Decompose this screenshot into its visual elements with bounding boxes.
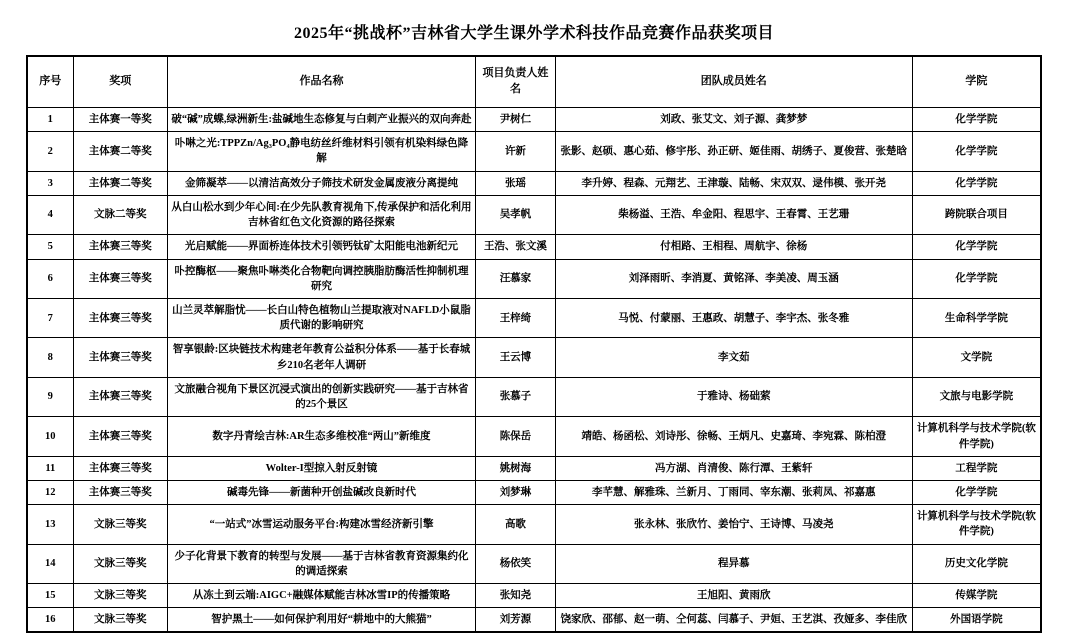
table-row bbox=[27, 417, 1041, 456]
table-row bbox=[27, 584, 1041, 608]
award-cell: 文脉二等奖 bbox=[73, 195, 167, 234]
row-index-cell: 14 bbox=[27, 544, 73, 583]
row-index-cell: 16 bbox=[27, 608, 73, 633]
row-index-cell: 13 bbox=[27, 505, 73, 544]
members-cell: 柴杨溢、王浩、牟金阳、程思宇、王春霄、王艺珊 bbox=[555, 195, 912, 234]
row-index-cell: 15 bbox=[27, 584, 73, 608]
college-cell: 化学学院 bbox=[912, 132, 1041, 171]
members-cell: 王旭阳、黄雨欣 bbox=[555, 584, 912, 608]
column-header-award: 奖项 bbox=[73, 56, 167, 108]
members-cell: 刘泽雨昕、李消夏、黄铭泽、李美凌、周玉涵 bbox=[555, 259, 912, 298]
column-header-project: 作品名称 bbox=[167, 56, 475, 108]
leader-cell: 王浩、张文溪 bbox=[476, 235, 556, 259]
award-cell: 主体赛三等奖 bbox=[73, 259, 167, 298]
project-title-cell: 金筛凝萃——以清洁高效分子筛技术研发金属废液分离提纯 bbox=[167, 171, 475, 195]
leader-cell: 王云博 bbox=[476, 338, 556, 377]
college-cell: 跨院联合项目 bbox=[912, 195, 1041, 234]
table-row bbox=[27, 608, 1041, 633]
project-title-cell: Wolter-I型掠入射反射镜 bbox=[167, 456, 475, 480]
award-cell: 主体赛三等奖 bbox=[73, 235, 167, 259]
award-cell: 主体赛三等奖 bbox=[73, 417, 167, 456]
members-cell: 饶家欣、邵郁、赵一萌、仝何蕊、闫慕子、尹姮、王艺淇、孜娅多、李佳欣 bbox=[555, 608, 912, 633]
leader-cell: 汪慕家 bbox=[476, 259, 556, 298]
leader-cell: 高歌 bbox=[476, 505, 556, 544]
members-cell: 马悦、付蒙丽、王惠政、胡慧子、李宇杰、张冬雅 bbox=[555, 298, 912, 337]
college-cell: 传媒学院 bbox=[912, 584, 1041, 608]
project-title-cell: 少子化背景下教育的转型与发展——基于吉林省教育资源集约化的调适探索 bbox=[167, 544, 475, 583]
row-index-cell: 10 bbox=[27, 417, 73, 456]
award-cell: 文脉三等奖 bbox=[73, 505, 167, 544]
table-row bbox=[27, 108, 1041, 132]
row-index-cell: 7 bbox=[27, 298, 73, 337]
members-cell: 张永林、张欣竹、姜怡宁、王诗博、马凌尧 bbox=[555, 505, 912, 544]
project-title-cell: 破“碱”成蝶,绿洲新生:盐碱地生态修复与白刺产业振兴的双向奔赴 bbox=[167, 108, 475, 132]
table-row bbox=[27, 171, 1041, 195]
college-cell: 化学学院 bbox=[912, 171, 1041, 195]
award-cell: 主体赛二等奖 bbox=[73, 132, 167, 171]
row-index-cell: 1 bbox=[27, 108, 73, 132]
award-cell: 文脉三等奖 bbox=[73, 608, 167, 633]
table-body bbox=[27, 108, 1041, 633]
table-row bbox=[27, 235, 1041, 259]
college-cell: 文学院 bbox=[912, 338, 1041, 377]
leader-cell: 王梓绮 bbox=[476, 298, 556, 337]
table-row bbox=[27, 456, 1041, 480]
project-title-cell: 从白山松水到少年心间:在少先队教育视角下,传承保护和活化利用吉林省红色文化资源的路径探索 bbox=[167, 195, 475, 234]
college-cell: 计算机科学与技术学院(软件学院) bbox=[912, 505, 1041, 544]
project-title-cell: 光启赋能——界面桥连体技术引领钙钛矿太阳能电池新纪元 bbox=[167, 235, 475, 259]
row-index-cell: 5 bbox=[27, 235, 73, 259]
project-title-cell: 山兰灵萃解脂忧——长白山特色植物山兰提取液对NAFLD小鼠脂质代谢的影响研究 bbox=[167, 298, 475, 337]
column-header-members: 团队成员姓名 bbox=[555, 56, 912, 108]
row-index-cell: 4 bbox=[27, 195, 73, 234]
table-row bbox=[27, 544, 1041, 583]
column-header-leader: 项目负责人姓名 bbox=[476, 56, 556, 108]
table-row bbox=[27, 298, 1041, 337]
award-cell: 主体赛三等奖 bbox=[73, 456, 167, 480]
members-cell: 李文茹 bbox=[555, 338, 912, 377]
row-index-cell: 6 bbox=[27, 259, 73, 298]
award-cell: 主体赛三等奖 bbox=[73, 480, 167, 504]
project-title-cell: 数字丹青绘吉林:AR生态多维校准“两山”新维度 bbox=[167, 417, 475, 456]
project-title-cell: 文旅融合视角下景区沉浸式演出的创新实践研究——基于吉林省的25个景区 bbox=[167, 377, 475, 416]
leader-cell: 刘梦琳 bbox=[476, 480, 556, 504]
project-title-cell: “一站式”冰雪运动服务平台:构建冰雪经济新引擎 bbox=[167, 505, 475, 544]
leader-cell: 尹树仁 bbox=[476, 108, 556, 132]
award-table bbox=[26, 55, 1042, 633]
table-row bbox=[27, 377, 1041, 416]
leader-cell: 陈保岳 bbox=[476, 417, 556, 456]
table-row bbox=[27, 195, 1041, 234]
award-cell: 文脉三等奖 bbox=[73, 584, 167, 608]
college-cell: 化学学院 bbox=[912, 108, 1041, 132]
college-cell: 化学学院 bbox=[912, 259, 1041, 298]
college-cell: 化学学院 bbox=[912, 480, 1041, 504]
members-cell: 靖皓、杨函松、刘诗彤、徐畅、王炳凡、史嘉琦、李宛霖、陈柏澄 bbox=[555, 417, 912, 456]
college-cell: 历史文化学院 bbox=[912, 544, 1041, 583]
column-header-index: 序号 bbox=[27, 56, 73, 108]
row-index-cell: 12 bbox=[27, 480, 73, 504]
leader-cell: 张知尧 bbox=[476, 584, 556, 608]
table-row bbox=[27, 259, 1041, 298]
members-cell: 李升婷、程森、元翔艺、王津璇、陆畅、宋双双、逯伟模、张开尧 bbox=[555, 171, 912, 195]
leader-cell: 吴孝帆 bbox=[476, 195, 556, 234]
award-cell: 主体赛三等奖 bbox=[73, 298, 167, 337]
members-cell: 付相路、王相程、周航宇、徐杨 bbox=[555, 235, 912, 259]
table-row bbox=[27, 505, 1041, 544]
college-cell: 化学学院 bbox=[912, 235, 1041, 259]
project-title-cell: 卟控酶枢——聚焦卟啉类化合物靶向调控胰脂肪酶活性抑制机理研究 bbox=[167, 259, 475, 298]
award-cell: 文脉三等奖 bbox=[73, 544, 167, 583]
college-cell: 工程学院 bbox=[912, 456, 1041, 480]
leader-cell: 张慕子 bbox=[476, 377, 556, 416]
members-cell: 李芊慧、解雅珠、兰新月、丁雨同、宰东潮、张莉凤、祁嘉惠 bbox=[555, 480, 912, 504]
page-title: 2025年“挑战杯”吉林省大学生课外学术科技作品竞赛作品获奖项目 bbox=[293, 25, 774, 42]
leader-cell: 杨依笑 bbox=[476, 544, 556, 583]
leader-cell: 许新 bbox=[476, 132, 556, 171]
award-cell: 主体赛二等奖 bbox=[73, 171, 167, 195]
project-title-cell: 从冻土到云端:AIGC+融媒体赋能吉林冰雪IP的传播策略 bbox=[167, 584, 475, 608]
members-cell: 冯方湖、肖清俊、陈行潭、王紫轩 bbox=[555, 456, 912, 480]
table-row bbox=[27, 132, 1041, 171]
members-cell: 于雅诗、杨础萦 bbox=[555, 377, 912, 416]
members-cell: 刘政、张艾文、刘子源、龚梦梦 bbox=[555, 108, 912, 132]
row-index-cell: 9 bbox=[27, 377, 73, 416]
table-row bbox=[27, 338, 1041, 377]
column-header-college: 学院 bbox=[912, 56, 1041, 108]
college-cell: 生命科学学院 bbox=[912, 298, 1041, 337]
project-title-cell: 智护黑土——如何保护利用好“耕地中的大熊猫” bbox=[167, 608, 475, 633]
award-cell: 主体赛三等奖 bbox=[73, 338, 167, 377]
row-index-cell: 8 bbox=[27, 338, 73, 377]
members-cell: 程异慕 bbox=[555, 544, 912, 583]
award-cell: 主体赛一等奖 bbox=[73, 108, 167, 132]
table-row bbox=[27, 480, 1041, 504]
college-cell: 文旅与电影学院 bbox=[912, 377, 1041, 416]
row-index-cell: 11 bbox=[27, 456, 73, 480]
table-header-row bbox=[27, 56, 1041, 108]
leader-cell: 姚树海 bbox=[476, 456, 556, 480]
college-cell: 计算机科学与技术学院(软件学院) bbox=[912, 417, 1041, 456]
project-title-cell: 碱毒先锋——新菌种开创盐碱改良新时代 bbox=[167, 480, 475, 504]
college-cell: 外国语学院 bbox=[912, 608, 1041, 633]
row-index-cell: 2 bbox=[27, 132, 73, 171]
leader-cell: 刘芳源 bbox=[476, 608, 556, 633]
award-cell: 主体赛三等奖 bbox=[73, 377, 167, 416]
leader-cell: 张瑶 bbox=[476, 171, 556, 195]
project-title-cell: 智享银龄:区块链技术构建老年教育公益积分体系——基于长春城乡210名老年人调研 bbox=[167, 338, 475, 377]
row-index-cell: 3 bbox=[27, 171, 73, 195]
table-header bbox=[27, 56, 1041, 108]
members-cell: 张影、赵硕、惠心茹、修宇彤、孙正研、姬佳雨、胡绣子、夏俊营、张楚晗 bbox=[555, 132, 912, 171]
project-title-cell: 卟啉之光:TPPZn/Ag₃PO₄静电纺丝纤维材料引领有机染料绿色降解 bbox=[167, 132, 475, 171]
